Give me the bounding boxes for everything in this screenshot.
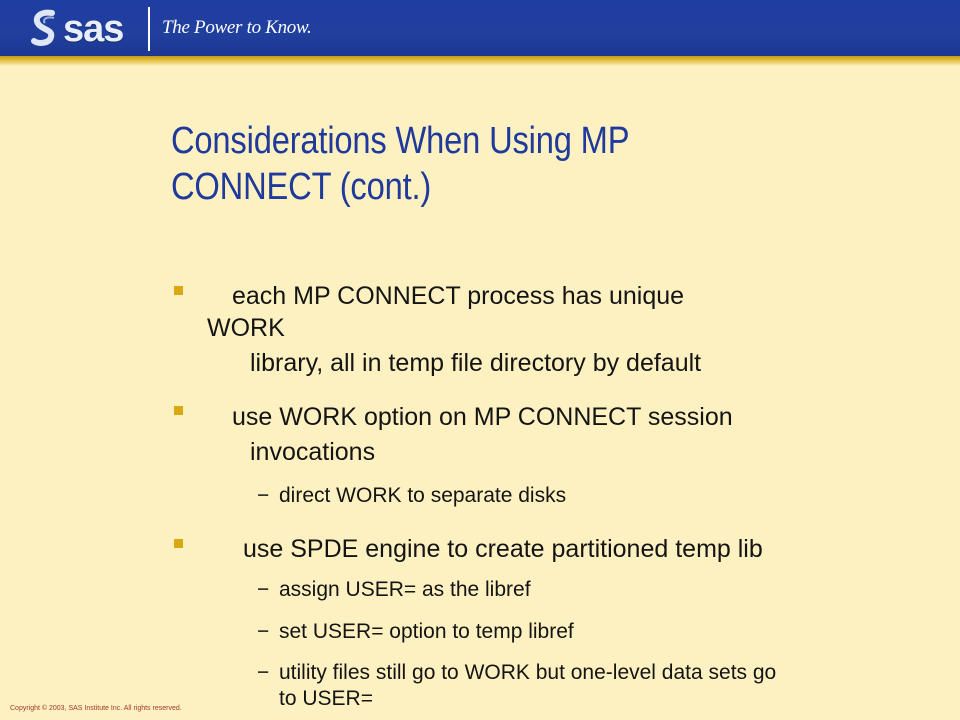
dash-marker: − — [257, 578, 270, 601]
title-line-1: Considerations When Using MP — [171, 120, 630, 162]
bullet-3-sub-4: to USER= — [279, 687, 373, 710]
bullet-2-line-2: invocations — [250, 438, 376, 466]
dash-marker: − — [257, 484, 270, 507]
bullet-marker — [174, 286, 183, 295]
bullet-marker — [174, 406, 183, 415]
bullet-marker — [174, 539, 183, 548]
tagline: The Power to Know. — [162, 17, 312, 38]
bullet-1-line-2: WORK — [207, 314, 285, 342]
dash-marker: − — [257, 661, 270, 684]
bullet-3-sub-1: assign USER= as the libref — [279, 578, 531, 601]
copyright-notice: Copyright © 2003, SAS Institute Inc. All rights reserved. — [10, 705, 182, 712]
dash-marker: − — [257, 620, 270, 643]
bullet-3-line-1: use SPDE engine to create partitioned temp lib — [243, 535, 763, 563]
title-line-2: CONNECT (cont.) — [171, 166, 432, 208]
bullet-2-sub-1: direct WORK to separate disks — [279, 484, 567, 507]
bullet-3-sub-2: set USER= option to temp libref — [279, 620, 574, 643]
bullet-2-line-1: use WORK option on MP CONNECT session — [232, 403, 733, 431]
logo-wordmark: sas — [63, 8, 124, 50]
bullet-1-line-1: each MP CONNECT process has unique — [232, 282, 685, 310]
bullet-1-line-3: library, all in temp file directory by default — [250, 349, 702, 377]
bullet-3-sub-3: utility files still go to WORK but one-level data sets go — [279, 661, 777, 684]
